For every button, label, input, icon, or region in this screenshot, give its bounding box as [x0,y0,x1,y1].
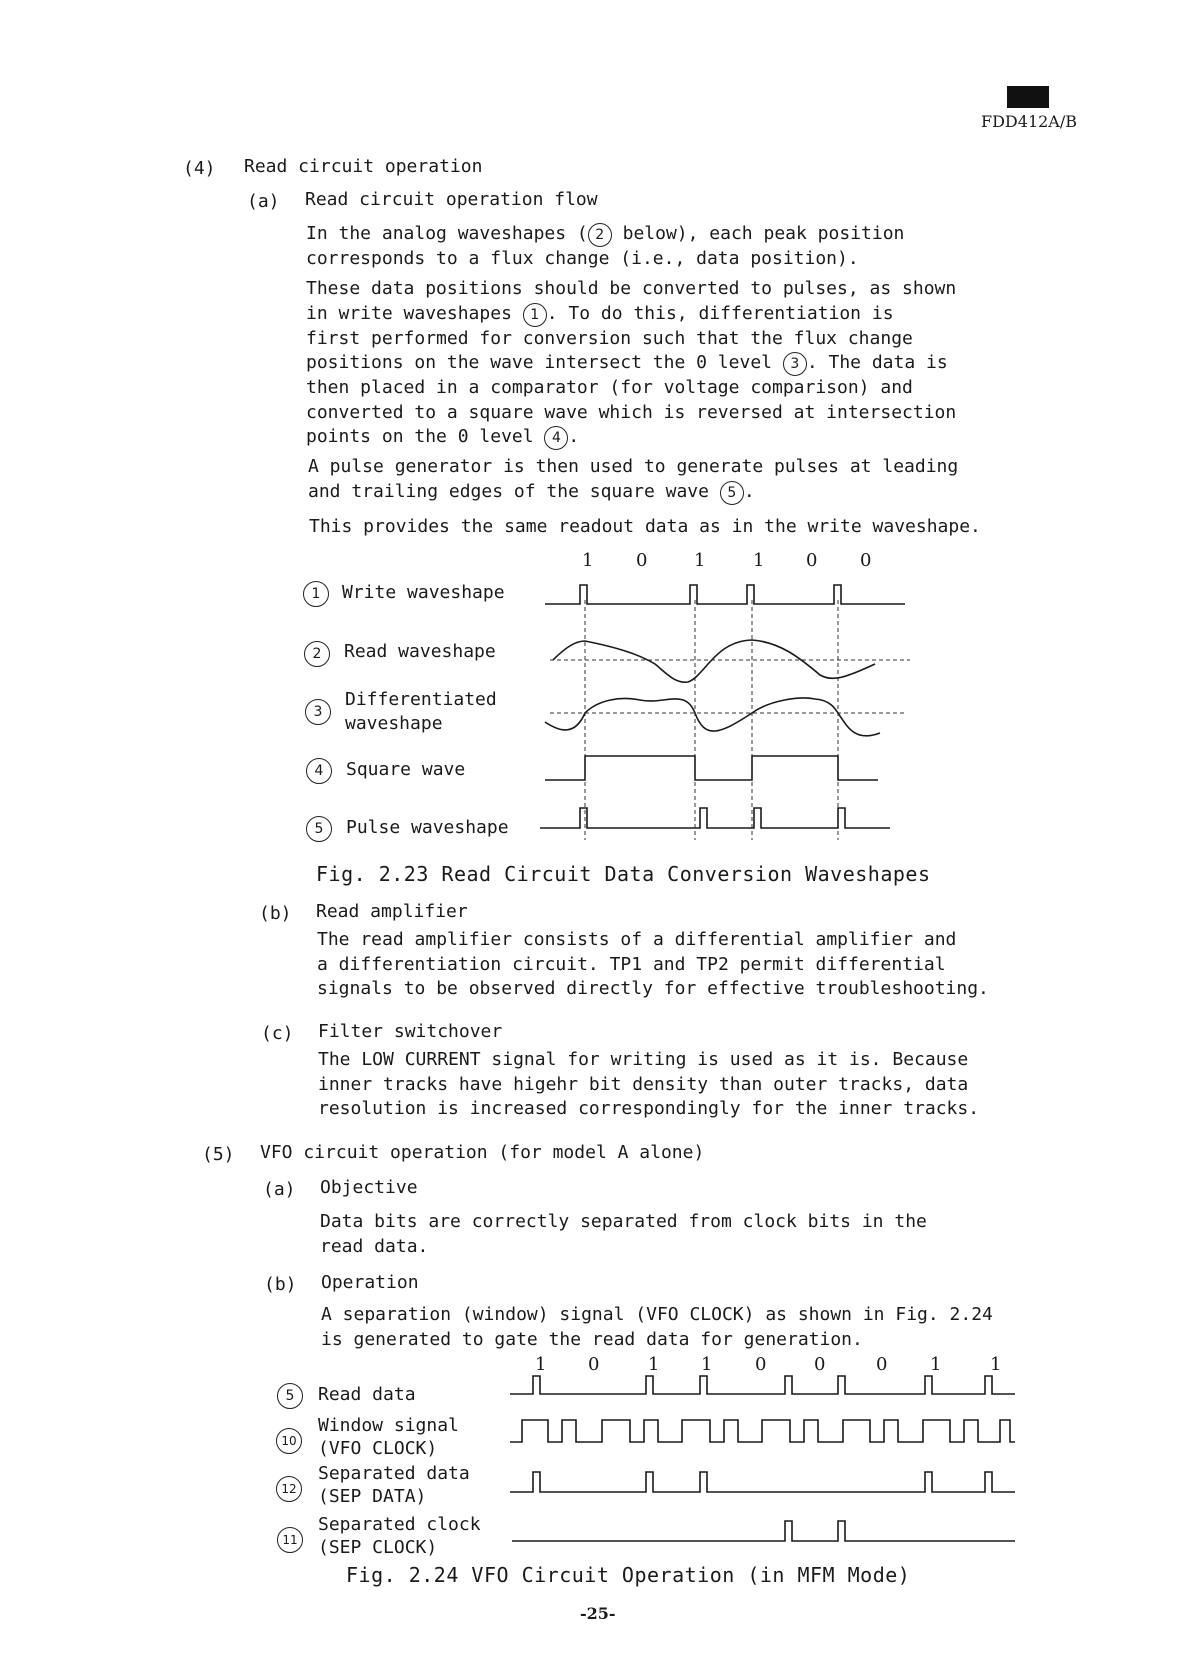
section5-number: (5) [202,1144,235,1165]
section5a-title: Objective [320,1177,418,1198]
fig224-row1-label: Read data [318,1384,416,1405]
section4c-text: The LOW CURRENT signal for writing is used as it is. Because inner tracks have higehr bit density than outer tracks, data resolution is increased correspondingly for the inner tracks. [318,1049,980,1119]
fig224-row4-label: Separated clock (SEP CLOCK) [318,1514,481,1558]
fig223-row4-circle: 4 [306,758,332,784]
fig223-row1-circle: 1 [303,581,329,607]
fig224-separated-clock [512,1521,1015,1541]
section4c-title: Filter switchover [318,1021,503,1042]
fig223-row4-label: Square wave [346,759,466,780]
fig223-bit: 1 [694,550,706,571]
section4a-paragraph-4: This provides the same readout data as in the write waveshape. [309,516,981,537]
fig224-separated-data [510,1472,1015,1492]
ref-4-circle: 4 [544,426,568,450]
fig224-row2-circle: 10 [276,1428,302,1454]
fig223-bit: 0 [636,550,648,571]
section5b-text: A separation (window) signal (VFO CLOCK) as shown in Fig. 2.24 is generated to gate the read data for generation. [321,1304,993,1350]
ref-1-circle: 1 [523,303,547,327]
fig223-bit: 1 [582,550,594,571]
fig223-bit: 0 [806,550,818,571]
section4c-number: (c) [261,1023,294,1044]
fig224-bit: 1 [701,1354,713,1375]
section4a-paragraph-2: These data positions should be converted to pulses, as shown in write waveshapes 1 . To do this, differentiation is first performed for conversion such that the flux change positions on the wave intersect the 0 level 3 . The data is then placed in a comparator (for voltage comparison) and converted to a square wave which is reversed at intersection points on the 0 level 4 . [306,277,956,450]
fig223-row2-label: Read waveshape [344,641,496,662]
section5a-text: Data bits are correctly separated from clock bits in the read data. [320,1211,927,1257]
fig224-bit: 1 [930,1354,942,1375]
fig224-bit: 0 [814,1354,826,1375]
section5-title: VFO circuit operation (for model A alone) [260,1142,705,1163]
fig224-row2-label: Window signal (VFO CLOCK) [318,1415,459,1459]
section4b-number: (b) [259,903,292,924]
section4b-title: Read amplifier [316,901,468,922]
fig224-row3-label: Separated data (SEP DATA) [318,1463,470,1507]
fig223-row3-circle: 3 [305,699,331,725]
fig224-row3-circle: 12 [276,1476,302,1502]
page-number: -25- [580,1604,616,1623]
section4-title: Read circuit operation [244,156,483,177]
section4a-number: (a) [247,191,280,212]
fig224-row1-circle: 5 [277,1383,303,1409]
fig224-bit: 0 [588,1354,600,1375]
fig224-row4-circle: 11 [277,1527,303,1553]
fig224-bit: 0 [876,1354,888,1375]
fig223-row5-circle: 5 [306,816,332,842]
fig223-bit: 0 [860,550,872,571]
section5b-number: (b) [264,1274,297,1295]
fig224-window-signal [510,1420,1015,1442]
fig223-row1-label: Write waveshape [342,582,505,603]
section4a-paragraph-3: A pulse generator is then used to generate pulses at leading and trailing edges of the square wave 5 . [308,455,958,505]
section4a-paragraph-1: In the analog waveshapes ( 2 below), each peak position corresponds to a flux change (i.e., data position). [306,223,905,269]
fig224-bit: 1 [535,1354,547,1375]
fig223-row3-label: Differentiated waveshape [345,689,497,734]
fig224-bit: 0 [755,1354,767,1375]
ref-3-circle: 3 [783,352,807,376]
fig223-bit: 1 [753,550,765,571]
fig224-read-data [510,1376,1015,1394]
ref-5-circle: 5 [720,481,744,505]
fig224-bit: 1 [990,1354,1002,1375]
ref-2-circle: 2 [588,223,612,247]
section5a-number: (a) [263,1179,296,1200]
section4b-text: The read amplifier consists of a differential amplifier and a differentiation circuit. TP1 and TP2 permit differential signals to be observed directly for effective troubleshooting. [317,929,989,999]
fig224-bit: 1 [648,1354,660,1375]
fig223-row5-label: Pulse waveshape [346,817,509,838]
section4-number: (4) [183,158,216,179]
fig224-caption: Fig. 2.24 VFO Circuit Operation (in MFM Mode) [346,1563,911,1587]
fig223-row2-circle: 2 [304,641,330,667]
section5b-title: Operation [321,1272,419,1293]
fig223-caption: Fig. 2.23 Read Circuit Data Conversion Waveshapes [316,862,931,886]
doc-id: FDD412A/B [981,112,1077,131]
section4a-title: Read circuit operation flow [305,189,598,210]
